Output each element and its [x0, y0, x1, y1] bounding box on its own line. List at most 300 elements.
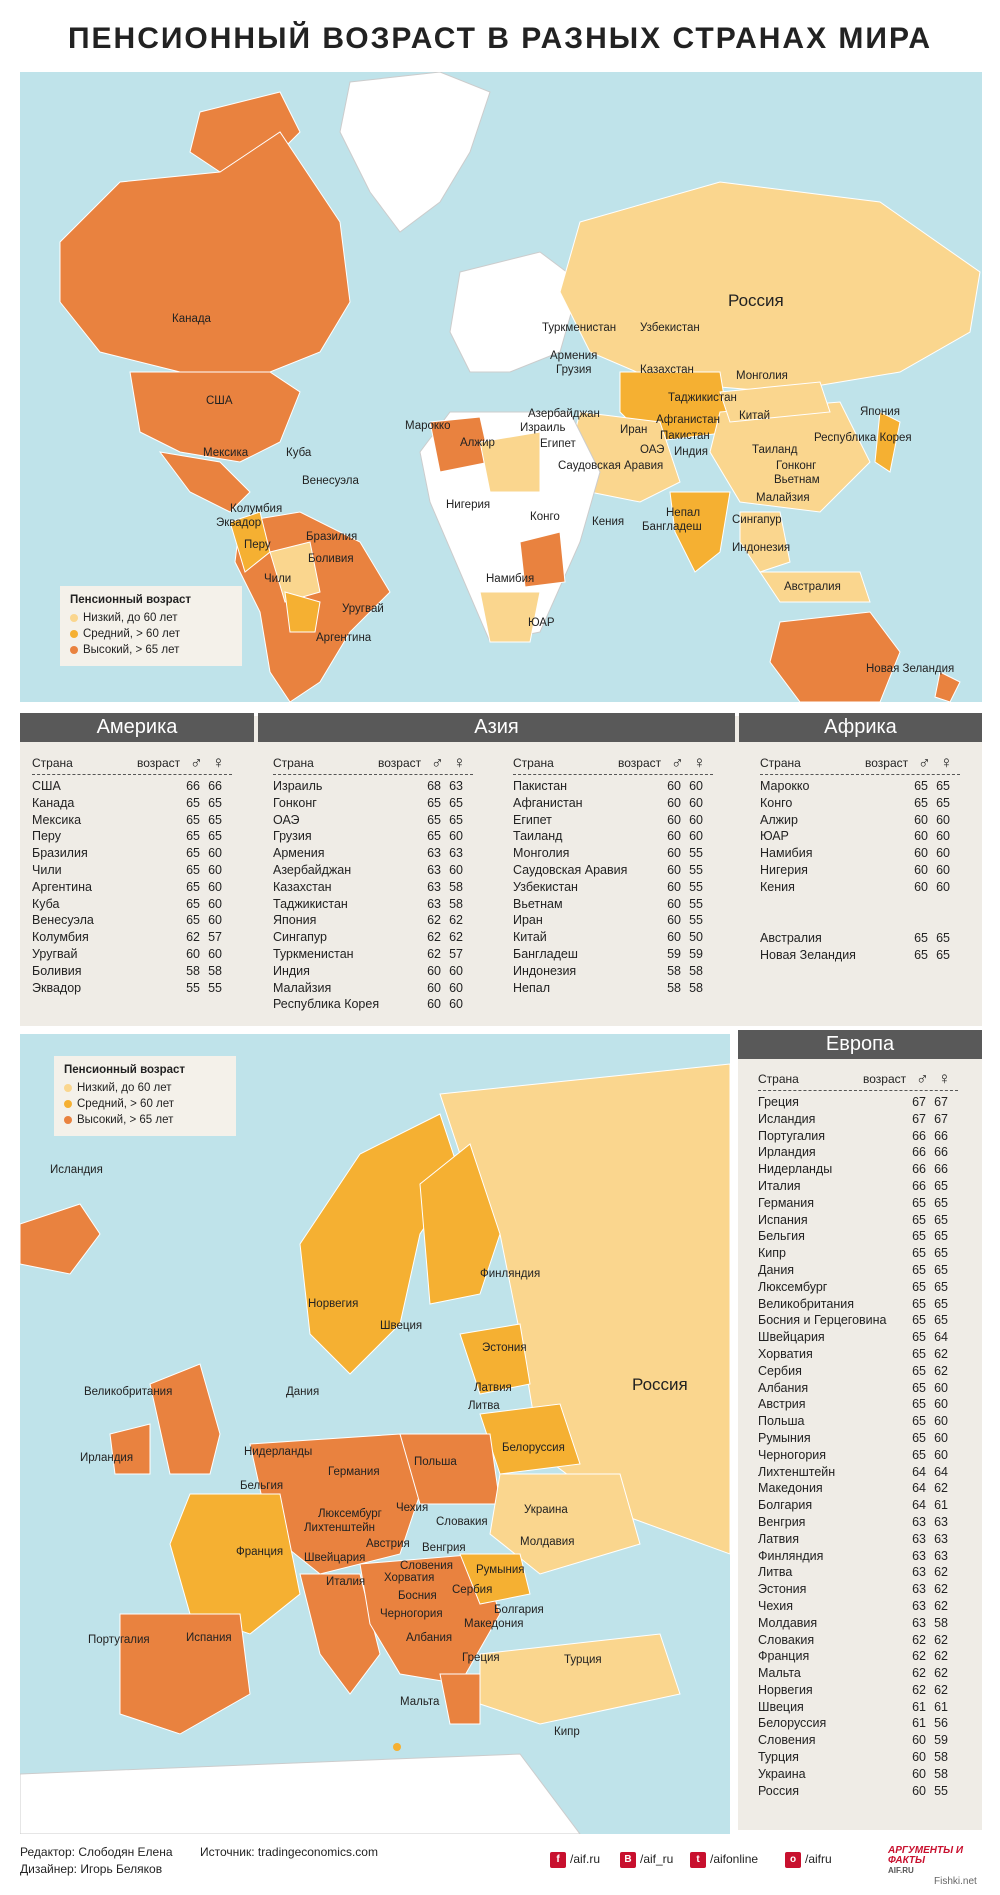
- age-female: 60: [449, 963, 463, 978]
- country-name: Малайзия: [273, 980, 332, 995]
- age-male: 60: [186, 946, 200, 961]
- female-icon: ♀: [938, 1069, 951, 1088]
- map-label: Белоруссия: [502, 1442, 565, 1454]
- map-label: Индонезия: [732, 542, 791, 554]
- map-label: Непал: [666, 507, 701, 519]
- country-name: Австралия: [760, 931, 822, 945]
- map-label: Нидерланды: [244, 1446, 313, 1458]
- age-male: 60: [427, 963, 441, 978]
- age-female: 60: [934, 1380, 948, 1395]
- age-male: 65: [186, 862, 200, 877]
- age-male: 60: [667, 913, 681, 928]
- table-row: [32, 896, 232, 913]
- map-label: Украина: [524, 1504, 568, 1516]
- table-row: [758, 1548, 958, 1565]
- age-female: 62: [934, 1582, 948, 1597]
- table-header: [513, 753, 713, 775]
- country-name: Иран: [513, 913, 543, 928]
- country-name: Мальта: [758, 1666, 801, 1681]
- country-name: Колумбия: [32, 930, 89, 945]
- table-row: [513, 946, 713, 963]
- map-label: Австралия: [784, 581, 841, 593]
- female-icon: ♀: [212, 753, 225, 772]
- legend-item: Средний, > 60 лет: [64, 1096, 226, 1112]
- age-male: 60: [914, 829, 928, 844]
- age-female: 57: [208, 930, 222, 945]
- legend-title: Пенсионный возраст: [70, 594, 192, 606]
- twitter-icon: t: [690, 1852, 706, 1868]
- country-name: Таиланд: [513, 829, 563, 844]
- map-label: Монголия: [736, 370, 788, 382]
- age-male: 67: [912, 1095, 926, 1109]
- header-age: возраст: [618, 756, 662, 770]
- map-label: Болгария: [494, 1604, 544, 1616]
- age-male: 65: [427, 795, 441, 810]
- country-name: Украина: [758, 1766, 806, 1781]
- country-name: Гонконг: [273, 795, 317, 810]
- table-row: [758, 1195, 958, 1212]
- table-header: [273, 753, 473, 775]
- table-row: [32, 946, 232, 963]
- map-label: Египет: [540, 438, 576, 450]
- country-name: Канада: [32, 795, 75, 810]
- country-name: Турция: [758, 1750, 799, 1765]
- age-male: 60: [912, 1733, 926, 1748]
- map-label: ОАЭ: [640, 444, 665, 456]
- table-row: [758, 1464, 958, 1481]
- country-name: Болгария: [758, 1498, 813, 1513]
- age-male: 60: [667, 862, 681, 877]
- age-male: 63: [427, 879, 441, 894]
- country-name: Сербия: [758, 1363, 802, 1378]
- table-row: [758, 1749, 958, 1766]
- age-male: 65: [186, 795, 200, 810]
- map-label: Исландия: [50, 1164, 103, 1176]
- age-male: 64: [912, 1498, 926, 1513]
- age-female: 65: [934, 1246, 948, 1261]
- map-label: Азербайджан: [528, 408, 600, 420]
- country-name: Армения: [273, 846, 325, 861]
- age-female: 62: [934, 1682, 948, 1697]
- age-female: 65: [934, 1212, 948, 1227]
- map-label: Уругвай: [342, 603, 384, 615]
- age-female: 65: [934, 1296, 948, 1311]
- table-row: [32, 963, 232, 980]
- age-female: 55: [934, 1783, 948, 1798]
- table-row: [758, 1682, 958, 1699]
- footer-editor: Редактор: Слободян Елена: [20, 1845, 173, 1859]
- table-row: [513, 879, 713, 896]
- table-row: [273, 963, 473, 980]
- footer-source: Источник: tradingeconomics.com: [200, 1845, 378, 1859]
- dot-icon: [70, 630, 78, 638]
- country-name: Вьетнам: [513, 896, 563, 911]
- table-row: [758, 1312, 958, 1329]
- country-name: Чили: [32, 862, 62, 877]
- map-label: Бельгия: [240, 1480, 284, 1492]
- country-name: Египет: [513, 812, 552, 827]
- map-label: Афганистан: [656, 414, 721, 426]
- country-name: Япония: [273, 913, 317, 928]
- map-label: Греция: [462, 1652, 500, 1664]
- map-label: Перу: [244, 539, 271, 551]
- map-label: Таиланд: [752, 444, 798, 456]
- age-female: 66: [934, 1145, 948, 1160]
- age-male: 66: [186, 779, 200, 793]
- age-female: 65: [934, 1229, 948, 1244]
- table-africa: [760, 753, 960, 896]
- table-row: [760, 930, 960, 947]
- map-label: Чехия: [396, 1502, 429, 1514]
- age-female: 55: [689, 896, 703, 911]
- table-row: [758, 1144, 958, 1161]
- male-icon: ♂: [431, 753, 444, 772]
- map-label: Бангладеш: [642, 521, 702, 533]
- age-female: 60: [208, 862, 222, 877]
- age-female: 58: [449, 879, 463, 894]
- header-africa: Африка: [739, 713, 982, 742]
- table-row: [758, 1514, 958, 1531]
- country-name: Финляндия: [758, 1548, 824, 1563]
- age-female: 65: [934, 1313, 948, 1328]
- header-country: Страна: [32, 756, 73, 770]
- map-label: Вьетнам: [774, 474, 820, 486]
- age-male: 60: [667, 795, 681, 810]
- country-name: Пакистан: [513, 779, 568, 793]
- age-male: 62: [427, 946, 441, 961]
- age-male: 62: [427, 913, 441, 928]
- country-name: Новая Зеландия: [760, 947, 856, 962]
- age-female: 62: [934, 1649, 948, 1664]
- country-name: Чехия: [758, 1598, 794, 1613]
- age-male: 60: [914, 879, 928, 894]
- country-name: Эквадор: [32, 980, 82, 995]
- table-row: [513, 896, 713, 913]
- table-row: [273, 912, 473, 929]
- table-row: [758, 1363, 958, 1380]
- age-male: 60: [667, 896, 681, 911]
- age-male: 65: [912, 1414, 926, 1429]
- country-name: Словакия: [758, 1632, 815, 1647]
- country-name: Туркменистан: [273, 946, 354, 961]
- table-row: [32, 980, 232, 997]
- age-male: 61: [912, 1699, 926, 1714]
- social-facebook[interactable]: f /aif.ru: [550, 1852, 600, 1868]
- map-label: Венгрия: [422, 1542, 466, 1554]
- map-label: Турция: [564, 1654, 602, 1666]
- age-male: 65: [186, 913, 200, 928]
- dot-icon: [70, 614, 78, 622]
- brand-logo[interactable]: АРГУМЕНТЫ И ФАКТЫ AIF.RU: [888, 1845, 964, 1875]
- age-male: 58: [186, 963, 200, 978]
- age-male: 60: [912, 1750, 926, 1765]
- country-name: Непал: [513, 980, 550, 995]
- table-row: [32, 879, 232, 896]
- table-row: [513, 795, 713, 812]
- age-male: 63: [912, 1514, 926, 1529]
- header-country: Страна: [273, 756, 314, 770]
- age-female: 60: [689, 779, 703, 793]
- age-male: 63: [912, 1548, 926, 1563]
- map-label: Сербия: [452, 1584, 493, 1596]
- country-name: Румыния: [758, 1430, 811, 1445]
- age-male: 65: [914, 779, 928, 793]
- country-name: Швеция: [758, 1699, 804, 1714]
- country-name: Конго: [760, 795, 793, 810]
- age-female: 60: [449, 997, 463, 1012]
- map-label: Сингапур: [732, 514, 782, 526]
- country-name: Индия: [273, 963, 310, 978]
- age-female: 60: [208, 913, 222, 928]
- country-name: Польша: [758, 1414, 805, 1429]
- country-name: Россия: [758, 1783, 799, 1798]
- age-female: 58: [934, 1750, 948, 1765]
- table-row: [758, 1581, 958, 1598]
- age-male: 60: [914, 846, 928, 861]
- map-label: Боливия: [308, 553, 354, 565]
- age-female: 62: [934, 1598, 948, 1613]
- map-label: Португалия: [88, 1634, 150, 1646]
- age-female: 66: [934, 1128, 948, 1143]
- country-name: Республика Корея: [273, 997, 380, 1012]
- map-label: ЮАР: [528, 617, 555, 629]
- map-label: Чили: [264, 573, 292, 585]
- age-female: 62: [934, 1363, 948, 1378]
- age-female: 60: [689, 829, 703, 844]
- country-name: Литва: [758, 1565, 793, 1580]
- table-row: [273, 896, 473, 913]
- age-male: 67: [912, 1111, 926, 1126]
- table-row: [758, 1598, 958, 1615]
- map-label: Китай: [739, 410, 771, 422]
- table-row: [758, 1094, 958, 1111]
- table-row: [513, 963, 713, 980]
- age-male: 65: [912, 1363, 926, 1378]
- table-row: [758, 1632, 958, 1649]
- age-male: 65: [912, 1447, 926, 1462]
- age-female: 65: [934, 1195, 948, 1210]
- map-label: Финляндия: [480, 1268, 541, 1280]
- table-row: [758, 1699, 958, 1716]
- header-country: Страна: [513, 756, 554, 770]
- map-label: Польша: [414, 1456, 457, 1468]
- table-row: [758, 1228, 958, 1245]
- map-label: Австрия: [366, 1538, 410, 1550]
- age-male: 59: [667, 946, 681, 961]
- table-row: [273, 946, 473, 963]
- table-row: [758, 1564, 958, 1581]
- country-name: Нигерия: [760, 862, 808, 877]
- header-country: Страна: [758, 1072, 799, 1086]
- country-name: Мексика: [32, 812, 82, 827]
- country-name: Бельгия: [758, 1229, 805, 1244]
- country-name: Узбекистан: [513, 879, 578, 894]
- page-title: ПЕНСИОННЫЙ ВОЗРАСТ В РАЗНЫХ СТРАНАХ МИРА: [67, 22, 933, 55]
- map-label: Италия: [326, 1576, 366, 1588]
- table-row: [273, 996, 473, 1013]
- vk-icon: В: [620, 1852, 636, 1868]
- age-female: 65: [208, 812, 222, 827]
- map-label: Куба: [286, 447, 312, 459]
- country-name: Португалия: [758, 1128, 826, 1143]
- table-row: [273, 795, 473, 812]
- table-row: [758, 1329, 958, 1346]
- country-name: Босния и Герцеговина: [758, 1313, 887, 1328]
- age-female: 50: [689, 930, 703, 945]
- age-female: 65: [936, 947, 950, 962]
- map-label: Россия: [728, 291, 784, 310]
- table-row: [32, 828, 232, 845]
- map-label: Новая Зеландия: [866, 663, 955, 675]
- age-male: 62: [912, 1632, 926, 1647]
- age-male: 63: [912, 1615, 926, 1630]
- table-row: [758, 1245, 958, 1262]
- europe-map: [20, 1034, 730, 1834]
- table-row: [758, 1783, 958, 1800]
- table-header: [758, 1069, 958, 1091]
- country-name: Эстония: [758, 1582, 807, 1597]
- age-male: 64: [912, 1464, 926, 1479]
- table-row: [758, 1396, 958, 1413]
- map-label: Лихтенштейн: [304, 1522, 376, 1534]
- age-female: 60: [934, 1414, 948, 1429]
- age-female: 60: [689, 795, 703, 810]
- age-male: 60: [912, 1783, 926, 1798]
- map-label: Армения: [550, 350, 598, 362]
- header-age: возраст: [378, 756, 422, 770]
- table-row: [273, 812, 473, 829]
- table-asia-1: [273, 753, 473, 1013]
- table-row: [273, 828, 473, 845]
- country-name: Венесуэла: [32, 913, 94, 928]
- country-name: Марокко: [760, 779, 810, 793]
- social-vk[interactable]: В /aif_ru: [620, 1852, 673, 1868]
- country-name: Великобритания: [758, 1296, 854, 1311]
- table-row: [513, 828, 713, 845]
- table-row: [758, 1111, 958, 1128]
- legend-item: Высокий, > 65 лет: [64, 1112, 226, 1128]
- map-label: Туркменистан: [542, 322, 617, 334]
- social-odnoklassniki[interactable]: о /aifru: [785, 1852, 832, 1868]
- header-age: возраст: [137, 756, 181, 770]
- map-label: Хорватия: [384, 1572, 435, 1584]
- age-female: 58: [689, 980, 703, 995]
- age-female: 63: [934, 1531, 948, 1546]
- map-label: Кипр: [554, 1726, 580, 1738]
- map-label: Эквадор: [216, 517, 262, 529]
- map-label: Босния: [398, 1590, 437, 1602]
- map-label: Канада: [172, 313, 211, 325]
- age-female: 62: [449, 913, 463, 928]
- age-male: 65: [912, 1279, 926, 1294]
- age-male: 60: [667, 812, 681, 827]
- age-female: 65: [936, 931, 950, 945]
- map-label: Иран: [620, 424, 648, 436]
- table-row: [513, 845, 713, 862]
- age-male: 65: [186, 846, 200, 861]
- table-row: [758, 1447, 958, 1464]
- map-label: Узбекистан: [640, 322, 700, 334]
- age-male: 60: [427, 980, 441, 995]
- table-row: [758, 1615, 958, 1632]
- header-europe: Европа: [738, 1030, 982, 1059]
- age-female: 55: [689, 846, 703, 861]
- age-female: 65: [208, 795, 222, 810]
- legend-item: Низкий, до 60 лет: [64, 1080, 226, 1096]
- table-row: [758, 1665, 958, 1682]
- map-label: Аргентина: [316, 632, 372, 644]
- map-label: Черногория: [380, 1608, 443, 1620]
- map-label: Таджикистан: [668, 392, 737, 404]
- age-male: 65: [914, 947, 928, 962]
- age-female: 60: [689, 812, 703, 827]
- map-label: Пакистан: [660, 430, 710, 442]
- age-male: 65: [186, 879, 200, 894]
- country-name: Словения: [758, 1733, 816, 1748]
- map-label: Франция: [236, 1546, 284, 1558]
- age-male: 62: [912, 1682, 926, 1697]
- table-row: [758, 1766, 958, 1783]
- country-name: Кения: [760, 879, 795, 894]
- table-asia-2: [513, 753, 713, 996]
- social-twitter[interactable]: t /aifonline: [690, 1852, 758, 1868]
- age-female: 62: [934, 1666, 948, 1681]
- country-name: Люксембург: [758, 1279, 828, 1294]
- header-age: возраст: [865, 756, 909, 770]
- world-legend: [60, 586, 242, 666]
- map-label: Норвегия: [308, 1298, 359, 1310]
- age-female: 63: [449, 846, 463, 861]
- age-female: 60: [208, 879, 222, 894]
- header-asia: Азия: [258, 713, 735, 742]
- age-male: 61: [912, 1716, 926, 1731]
- male-icon: ♂: [671, 753, 684, 772]
- country-name: Афганистан: [513, 795, 583, 810]
- map-label: Кения: [592, 516, 625, 528]
- country-name: Кипр: [758, 1246, 786, 1261]
- legend-item: Средний, > 60 лет: [70, 626, 232, 642]
- table-row: [760, 879, 960, 896]
- age-male: 62: [912, 1649, 926, 1664]
- age-female: 65: [934, 1279, 948, 1294]
- age-male: 62: [186, 930, 200, 945]
- country-name: Греция: [758, 1095, 799, 1109]
- table-row: [273, 980, 473, 997]
- footer-designer: Дизайнер: Игорь Беляков: [20, 1862, 163, 1876]
- age-male: 62: [427, 930, 441, 945]
- map-label: Япония: [860, 406, 900, 418]
- table-row: [758, 1161, 958, 1178]
- age-female: 60: [936, 879, 950, 894]
- age-female: 60: [936, 862, 950, 877]
- world-map: [20, 72, 982, 702]
- age-male: 60: [667, 829, 681, 844]
- country-name: Молдавия: [758, 1615, 818, 1630]
- table-row: [758, 1212, 958, 1229]
- map-label: Республика Корея: [814, 432, 912, 444]
- table-row: [32, 812, 232, 829]
- age-female: 62: [934, 1481, 948, 1496]
- age-female: 65: [936, 795, 950, 810]
- age-female: 55: [208, 980, 222, 995]
- map-label: Эстония: [482, 1342, 527, 1354]
- header-age: возраст: [863, 1072, 907, 1086]
- age-female: 58: [689, 963, 703, 978]
- female-icon: ♀: [940, 753, 953, 772]
- table-row: [760, 795, 960, 812]
- age-female: 60: [449, 980, 463, 995]
- age-female: 58: [934, 1766, 948, 1781]
